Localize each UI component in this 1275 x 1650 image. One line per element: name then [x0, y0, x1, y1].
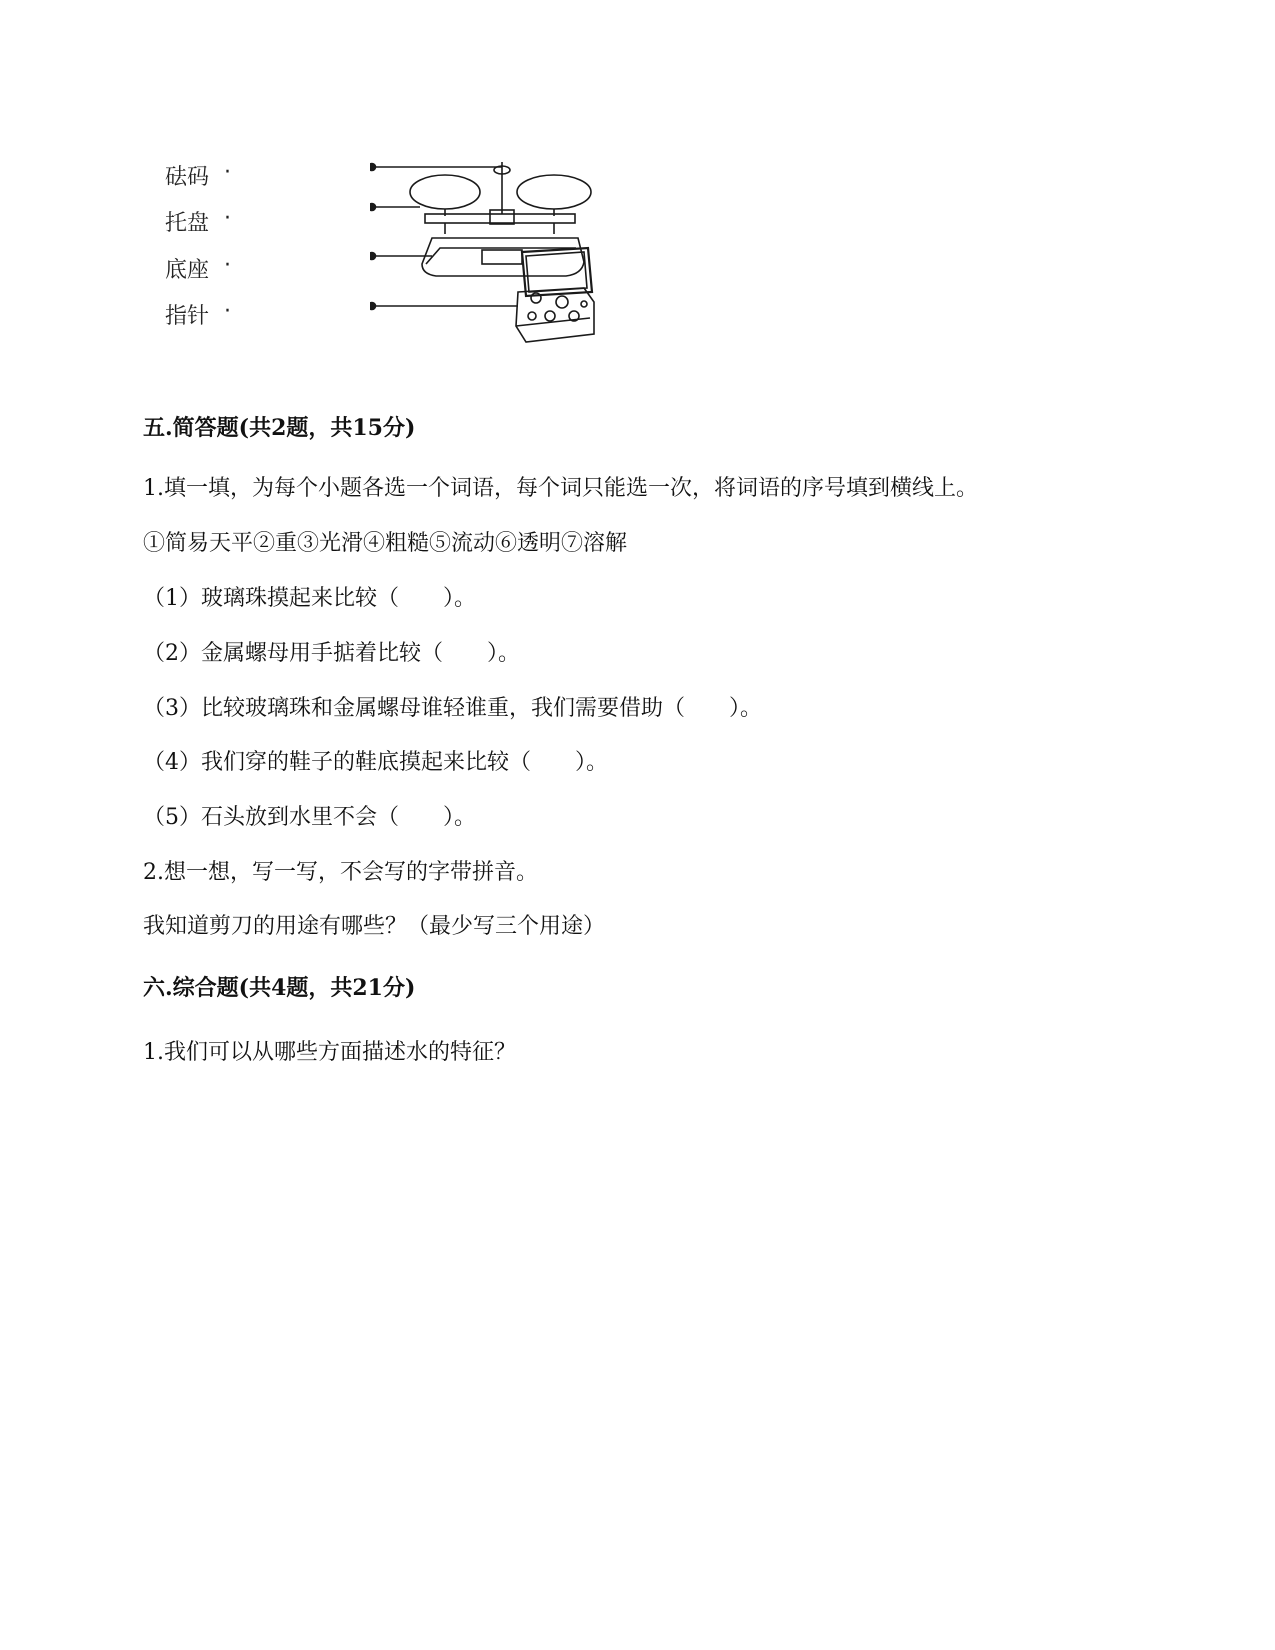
section-6-question-1: 1.我们可以从哪些方面描述水的特征？ [143, 1040, 516, 1065]
label-tray: 托盘 [165, 211, 210, 236]
question-1-item: （5）石头放到水里不会（ ）。 [143, 805, 476, 830]
question-2-sub: 我知道剪刀的用途有哪些？（最少写三个用途） [143, 914, 606, 939]
match-dot-left: · [224, 160, 231, 185]
label-pointer: 指针 [165, 304, 210, 329]
question-1-item: （2）金属螺母用手掂着比较（ ）。 [143, 641, 520, 666]
question-1-item: （4）我们穿的鞋子的鞋底摸起来比较（ ）。 [143, 750, 608, 775]
section-heading-5: 五.简答题(共2题，共15分) [143, 415, 416, 441]
label-weights: 砝码 [165, 165, 210, 190]
section-heading-6: 六.综合题(共4题，共21分) [143, 975, 416, 1001]
label-base: 底座 [165, 258, 210, 283]
question-2-prompt: 2.想一想，写一写，不会写的字带拼音。 [143, 860, 538, 885]
question-1-item: （3）比较玻璃珠和金属螺母谁轻谁重，我们需要借助（ ）。 [143, 696, 762, 721]
match-dot-left: · [224, 299, 231, 324]
question-1-prompt: 1.填一填，为每个小题各选一个词语，每个词只能选一次，将词语的序号填到横线上。 [143, 476, 978, 501]
question-1-item: （1）玻璃珠摸起来比较（ ）。 [143, 586, 476, 611]
question-1-options: ①简易天平②重③光滑④粗糙⑤流动⑥透明⑦溶解 [143, 531, 628, 556]
match-dot-left: · [224, 206, 231, 231]
balance-scale-icon [370, 152, 600, 347]
match-dot-left: · [224, 253, 231, 278]
